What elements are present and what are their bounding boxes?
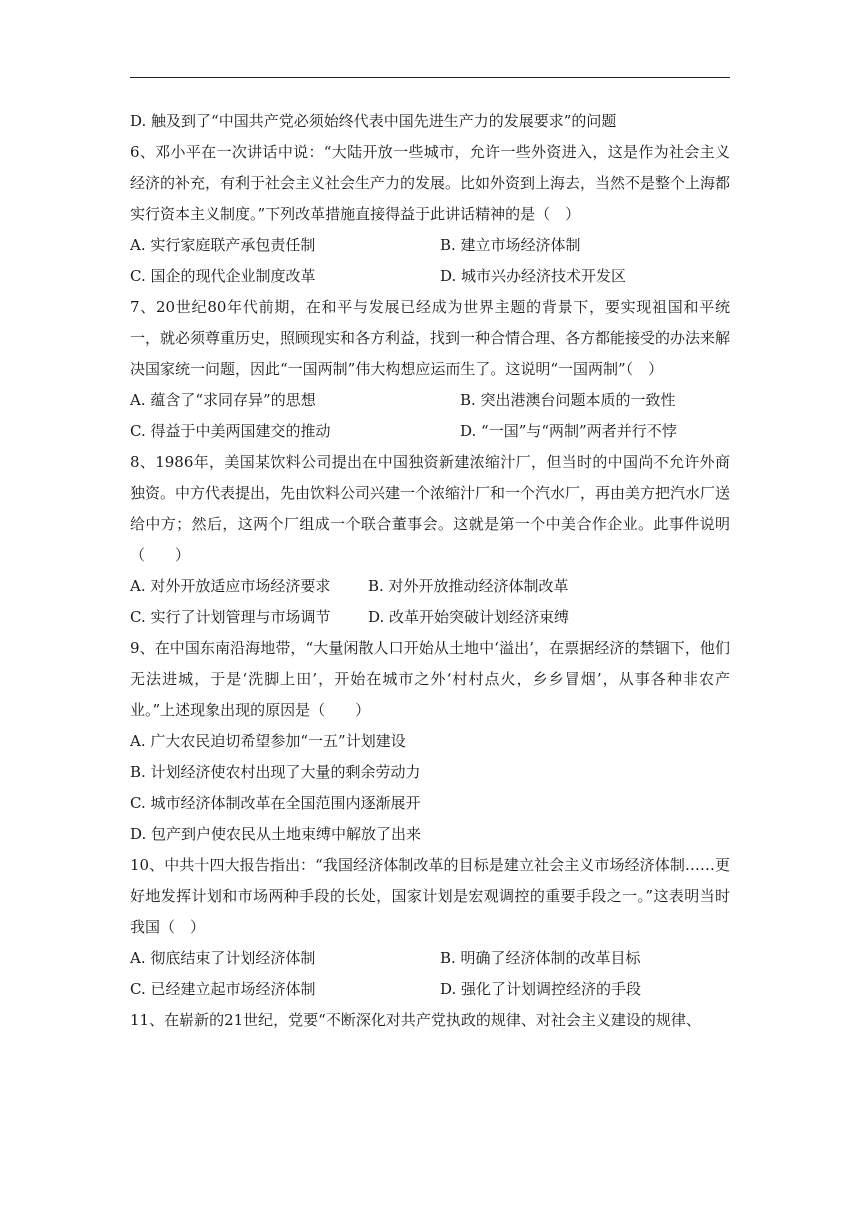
q9-option-c: C. 城市经济体制改革在全国范围内逐渐展开 [130, 794, 421, 812]
q8-option-b: B. 对外开放推动经济体制改革 [368, 577, 569, 595]
q9-option-a: A. 广大农民迫切希望参加“一五”计划建设 [130, 732, 406, 750]
q8-option-a: A. 对外开放适应市场经济要求 [130, 577, 331, 595]
q6-options-row-2 [130, 261, 730, 292]
q8-stem: 8、1986年，美国某饮料公司提出在中国独资新建浓缩汁厂，但当时的中国尚不允许外商独资。中方代表提出，先由饮料公司兴建一个浓缩汁厂和一个汽水厂，再由美方把汽水厂送给中方；然后，这两个厂组成一个联合董事会。这就是第一个中美合作企业。此事件说明（ ） [130, 453, 731, 564]
q6-option-d: D. 城市兴办经济技术开发区 [440, 267, 627, 285]
q7-option-a: A. 蕴含了“求同存异”的思想 [130, 391, 316, 409]
q10-options-row-1 [130, 943, 730, 974]
header-rule [130, 77, 730, 78]
q10-stem: 10、中共十四大报告指出：“我国经济体制改革的目标是建立社会主义市场经济体制……更好地发挥计划和市场两种手段的长处，国家计划是宏观调控的重要手段之一。”这表明当时我国（ ） [130, 856, 730, 936]
q8-option-c: C. 实行了计划管理与市场调节 [130, 608, 331, 626]
q7-options-row-2 [130, 416, 730, 447]
q8-options-row-1 [130, 571, 730, 602]
q9-option-d: D. 包产到户使农民从土地束缚中解放了出来 [130, 825, 422, 843]
q7-option-d: D. “一国”与“两制”两者并行不悖 [460, 422, 677, 440]
q10-option-d: D. 强化了计划调控经济的手段 [440, 980, 642, 998]
q5-option-d: D. 触及到了“中国共产党必须始终代表中国先进生产力的发展要求”的问题 [130, 112, 617, 130]
q7-option-c: C. 得益于中美两国建交的推动 [130, 422, 331, 440]
q10-options-row-2 [130, 974, 730, 1005]
q7-option-b: B. 突出港澳台问题本质的一致性 [460, 391, 676, 409]
q8-options-row-2 [130, 602, 730, 633]
q6-stem: 6、邓小平在一次讲话中说：“大陆开放一些城市，允许一些外资进入，这是作为社会主义经济的补充，有利于社会主义社会生产力的发展。比如外资到上海去，当然不是整个上海都实行资本主义制度。”下列改革措施直接得益于此讲话精神的是（ ） [130, 143, 731, 223]
q10-option-a: A. 彻底结束了计划经济体制 [130, 949, 316, 967]
q7-stem: 7、20世纪80年代前期，在和平与发展已经成为世界主题的背景下，要实现祖国和平统一，就必须尊重历史，照顾现实和各方利益，找到一种合情合理、各方都能接受的办法来解决国家统一问题，因此“一国两制”伟大构想应运而生了。这说明“一国两制”（ ） [130, 298, 731, 378]
q7-options-row-1 [130, 385, 730, 416]
q8-option-d: D. 改革开始突破计划经济束缚 [368, 608, 570, 626]
q6-option-a: A. 实行家庭联产承包责任制 [130, 236, 316, 254]
q6-options-row-1 [130, 230, 730, 261]
q10-option-c: C. 已经建立起市场经济体制 [130, 980, 316, 998]
q11-stem: 11、在崭新的21世纪，党要“不断深化对共产党执政的规律、对社会主义建设的规律、 [130, 1011, 701, 1029]
q9-option-b: B. 计划经济使农村出现了大量的剩余劳动力 [130, 763, 421, 781]
exam-page [130, 106, 730, 1036]
q6-option-b: B. 建立市场经济体制 [440, 236, 581, 254]
q6-option-c: C. 国企的现代企业制度改革 [130, 267, 316, 285]
q9-stem: 9、在中国东南沿海地带，“大量闲散人口开始从土地中‘溢出’，在票据经济的禁锢下，他们无法进城，于是‘洗脚上田’，开始在城市之外‘村村点火，乡乡冒烟’，从事各种非农产业。”上述现象出现的原因是（ ） [130, 639, 730, 719]
q10-option-b: B. 明确了经济体制的改革目标 [440, 949, 641, 967]
